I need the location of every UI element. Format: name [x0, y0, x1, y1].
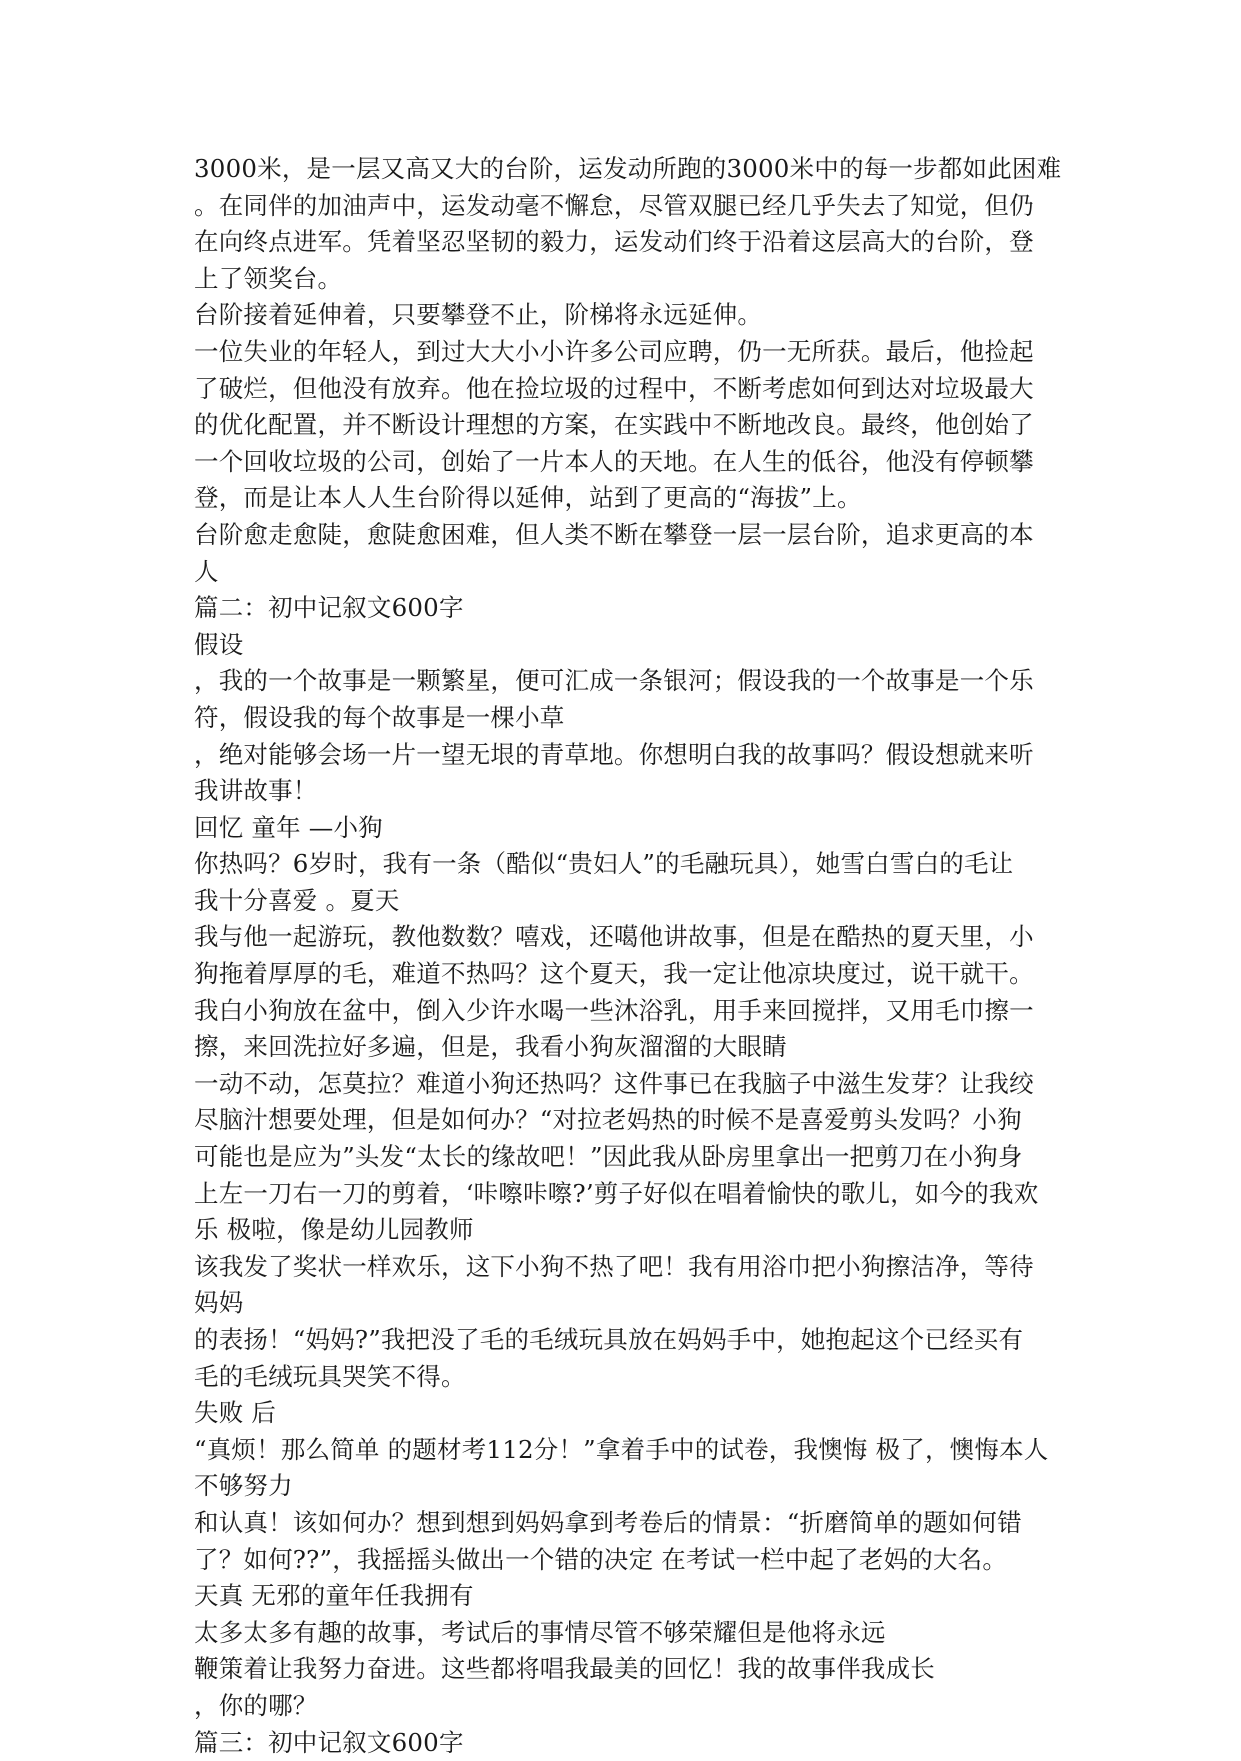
- text-line: 。在同伴的加油声中，运发动毫不懈怠，尽管双腿已经几乎失去了知觉，但仍: [194, 190, 1034, 220]
- text-line: 失败 后: [194, 1398, 277, 1428]
- text-line: 鞭策着让我努力奋进。这些都将唱我最美的回忆！我的故事伴我成长: [194, 1654, 935, 1684]
- text-line: ，绝对能够会场一片一望无垠的青草地。你想明白我的故事吗？假设想就来听: [194, 739, 1034, 769]
- text-line: 你热吗？6岁时，我有一条（酷似“贵妇人”的毛融玩具），她雪白雪白的毛让: [194, 849, 1014, 879]
- text-line: 符，假设我的每个故事是一棵小草: [194, 702, 565, 732]
- text-line: 我与他一起游玩，教他数数？嘻戏，还噶他讲故事，但是在酷热的夏天里，小: [194, 922, 1034, 952]
- text-line: 乐 极啦，像是幼儿园教师: [194, 1215, 474, 1245]
- text-line: 的优化配置，并不断设计理想的方案，在实践中不断地改良。最终，他创始了: [194, 410, 1034, 440]
- text-line: 我白小狗放在盆中，倒入少许水喝一些沐浴乳，用手来回搅拌，又用毛巾擦一: [194, 995, 1034, 1025]
- text-line: 上左一刀右一刀的剪着，‘咔嚓咔嚓?’剪子好似在唱着愉快的歌儿，如今的我欢: [194, 1178, 1039, 1208]
- text-line: 太多太多有趣的故事，考试后的事情尽管不够荣耀但是他将永远: [194, 1617, 886, 1647]
- text-line: 一位失业的年轻人，到过大大小小许多公司应聘，仍一无所获。最后，他捡起: [194, 336, 1034, 366]
- text-line: 天真 无邪的童年任我拥有: [194, 1581, 474, 1611]
- text-line: “真烦！那么简单 的题材考112分！”拿着手中的试卷，我懊悔 极了，懊悔本人: [194, 1434, 1049, 1464]
- text-line: 在向终点进军。凭着坚忍坚韧的毅力，运发动们终于沿着这层高大的台阶，登: [194, 227, 1034, 257]
- text-line: 篇三：初中记叙文600字: [194, 1727, 464, 1757]
- text-line: 我十分喜爱 。夏天: [194, 885, 400, 915]
- text-line: 台阶愈走愈陡，愈陡愈困难，但人类不断在攀登一层一层台阶，追求更高的本: [194, 519, 1034, 549]
- text-line: 我讲故事！: [194, 776, 318, 806]
- text-line: ，你的哪？: [194, 1690, 318, 1720]
- text-line: 的表扬！“妈妈?”我把没了毛的毛绒玩具放在妈妈手中，她抱起这个已经买有: [194, 1325, 1024, 1354]
- text-line: 和认真！该如何办？想到想到妈妈拿到考卷后的情景：“折磨简单的题如何错: [194, 1507, 1022, 1537]
- text-line: 一动不动，怎莫拉？难道小狗还热吗？这件事已在我脑子中滋生发芽？让我绞: [194, 1068, 1034, 1098]
- text-line: 毛的毛绒玩具哭笑不得。: [194, 1361, 466, 1391]
- text-line: 回忆 童年 —小狗: [194, 812, 383, 842]
- text-line: 3000米，是一层又高又大的台阶，运发动所跑的3000米中的每一步都如此困难: [194, 154, 1062, 183]
- text-line: 该我发了奖状一样欢乐，这下小狗不热了吧！我有用浴巾把小狗擦洁净，等待: [194, 1251, 1034, 1281]
- text-line: 妈妈: [194, 1288, 244, 1318]
- text-line: 可能也是应为”头发“太长的缘故吧！”因此我从卧房里拿出一把剪刀在小狗身: [194, 1142, 1023, 1172]
- text-line: 狗拖着厚厚的毛，难道不热吗？这个夏天，我一定让他凉块度过，说干就干。: [194, 959, 1034, 989]
- text-line: 人: [194, 556, 219, 586]
- text-line: 篇二：初中记叙文600字: [194, 593, 464, 623]
- text-line: 上了领奖台。: [194, 263, 343, 293]
- text-line: 一个回收垃圾的公司，创始了一片本人的天地。在人生的低谷，他没有停顿攀: [194, 446, 1034, 476]
- text-line: 登，而是让本人人生台阶得以延伸，站到了更高的“海拔”上。: [194, 483, 862, 513]
- text-line: 假设: [194, 629, 244, 659]
- text-line: 了破烂，但他没有放弃。他在捡垃圾的过程中，不断考虑如何到达对垃圾最大: [194, 373, 1034, 403]
- text-line: 擦，来回洗拉好多遍，但是，我看小狗灰溜溜的大眼睛: [194, 1032, 787, 1062]
- text-line: 台阶接着延伸着，只要攀登不止，阶梯将永远延伸。: [194, 300, 763, 330]
- document-body: [194, 151, 1062, 1761]
- text-line: 了？如何??”，我摇摇头做出一个错的决定 在考试一栏中起了老妈的大名。: [194, 1544, 1008, 1574]
- text-line: 尽脑汁想要处理，但是如何办？“对拉老妈热的时候不是喜爱剪头发吗？小狗: [194, 1105, 1022, 1135]
- text-line: ，我的一个故事是一颗繁星，便可汇成一条银河；假设我的一个故事是一个乐: [194, 666, 1034, 696]
- text-line: 不够努力: [194, 1471, 293, 1501]
